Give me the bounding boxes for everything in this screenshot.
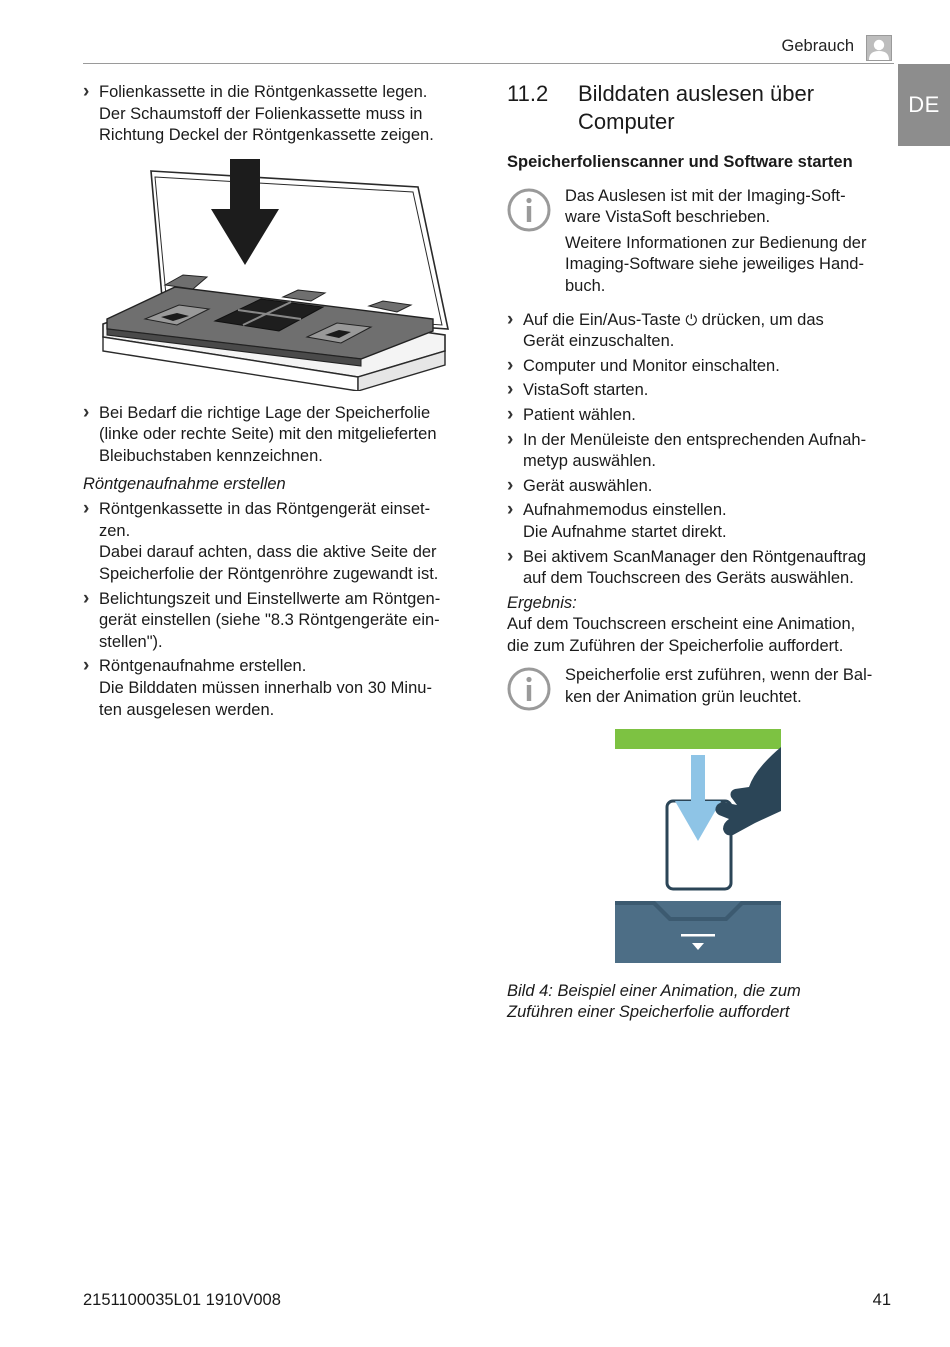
info-icon [507, 188, 551, 232]
result-label: Ergebnis: [507, 593, 577, 612]
language-tab: DE [898, 64, 950, 146]
step-mark-side: › Bei Bedarf die richtige Lage der Speicherfolie (linke oder rechte Seite) mit den mitgelieferten Bleibuchstaben kennzeichnen. [83, 403, 463, 468]
step-select-type: › In der Menüleiste den entsprechenden Aufnah- metyp auswählen. [507, 430, 897, 473]
feed-animation-illustration [615, 729, 785, 967]
green-progress-bar [615, 729, 781, 749]
step-computer-on: › Computer und Monitor einschalten. [507, 356, 897, 378]
step-take-xray: › Röntgenaufnahme erstellen. Die Bilddaten müssen innerhalb von 30 Minu- ten ausgelesen werden. [83, 656, 463, 721]
subheading-scanner: Speicherfolienscanner und Software starten [507, 153, 853, 171]
info-note-software: Das Auslesen ist mit der Imaging-Soft- ware VistaSoft beschrieben. Weitere Informationen zur Bedienung der Imaging-Software siehe jeweiliges Hand- buch. [507, 186, 897, 298]
step-insert-into-xray: › Röntgenkassette in das Röntgengerät einset- zen. Dabei darauf achten, dass die aktive Seite der Speicherfolie der Röntgenröhre zugewandt ist. [83, 499, 463, 585]
person-icon [866, 35, 892, 61]
step-scanmanager: › Bei aktivem ScanManager den Röntgenauftrag auf dem Touchscreen des Geräts auswählen. [507, 547, 897, 590]
step-set-exposure: › Belichtungszeit und Einstellwerte am Röntgen- gerät einstellen (siehe "8.3 Röntgengeräte ein- stellen"). [83, 589, 463, 654]
step-select-device: › Gerät auswählen. [507, 476, 897, 498]
cassette-illustration [93, 159, 453, 391]
left-column [83, 82, 463, 724]
page-number: 41 [872, 1291, 891, 1309]
step-select-patient: › Patient wählen. [507, 405, 897, 427]
subheading-xray: Röntgenaufnahme erstellen [83, 474, 286, 493]
power-icon: ⏻ [685, 311, 698, 329]
step-start-vistasoft: › VistaSoft starten. [507, 380, 897, 402]
result-text: Auf dem Touchscreen erscheint eine Animation, die zum Zuführen der Speicherfolie auffordert. [507, 615, 856, 655]
header-rule [83, 63, 894, 64]
step-power-on: › Auf die Ein/Aus-Taste ⏻ drücken, um das Gerät einzuschalten. [507, 310, 897, 353]
section-label: Gebrauch [781, 37, 854, 55]
right-column [507, 80, 897, 1024]
info-note-green-bar: Speicherfolie erst zuführen, wenn der Bal- ken der Animation grün leuchtet. [507, 665, 897, 708]
section-heading [507, 80, 897, 136]
figure-caption: Bild 4: Beispiel einer Animation, die zum Zuführen einer Speicherfolie auffordert [507, 981, 801, 1022]
document-number: 2151100035L01 1910V008 [83, 1291, 281, 1309]
section-number: 11.2 [507, 81, 549, 106]
step-insert-cassette: › Folienkassette in die Röntgenkassette legen. Der Schaumstoff der Folienkassette muss in Richtung Deckel der Röntgenkassette zeigen. [83, 82, 463, 147]
step-set-mode: › Aufnahmemodus einstellen. Die Aufnahme startet direkt. [507, 500, 897, 543]
section-title: Bilddaten auslesen über Computer [578, 81, 815, 134]
info-icon [507, 667, 551, 711]
